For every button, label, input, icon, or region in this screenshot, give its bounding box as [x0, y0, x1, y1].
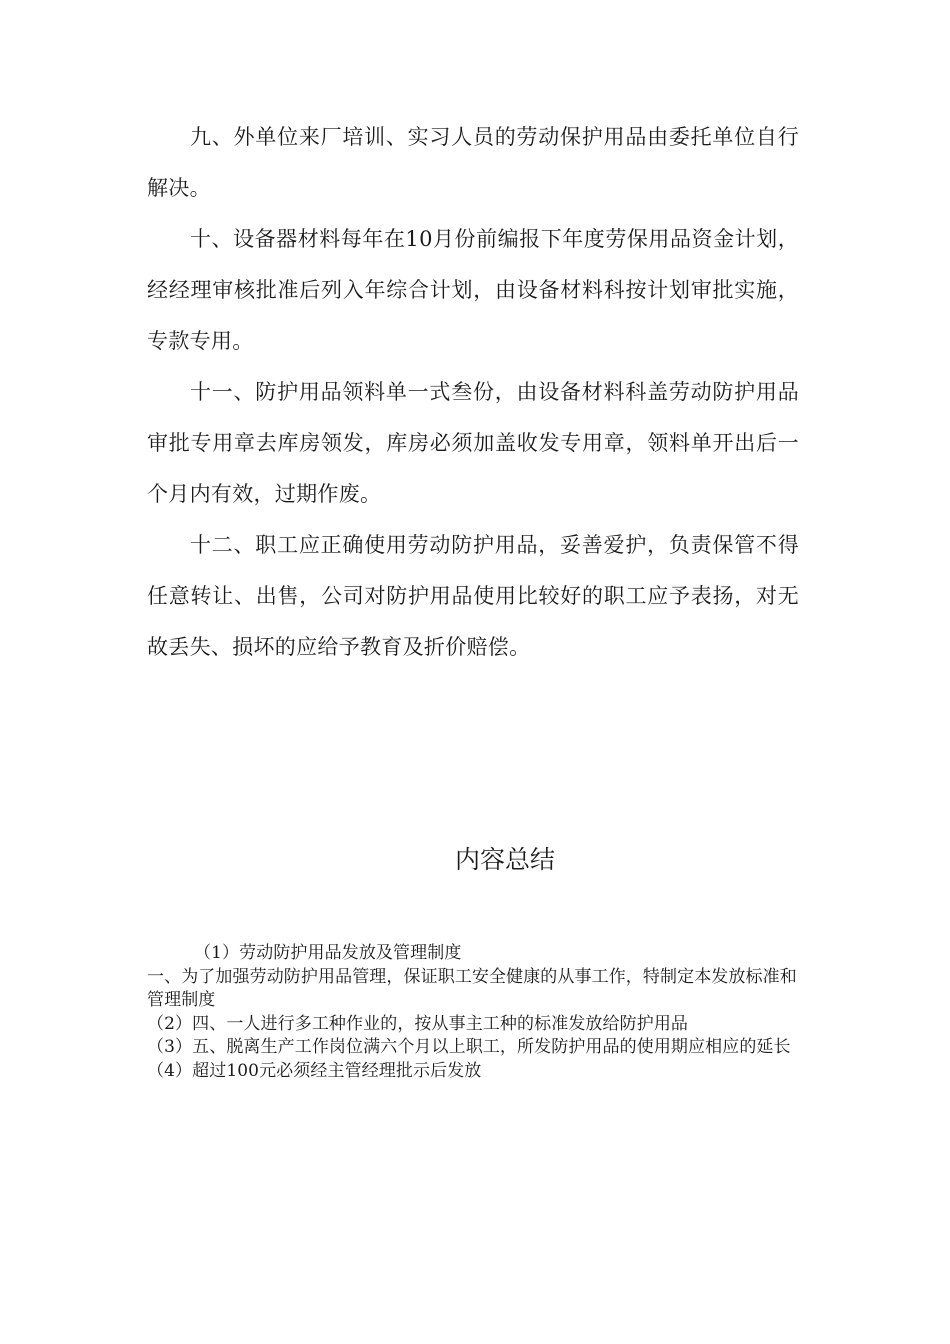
paragraph-11: 十一、防护用品领料单一式叁份，由设备材料科盖劳动防护用品审批专用章去库房领发，库房必须加盖收发专用章，领料单开出后一个月内有效，过期作废。 [147, 380, 799, 506]
summary-line-2: 一、为了加强劳动防护用品管理，保证职工安全健康的从事工作，特制定本发放标准和管理制度 [147, 966, 797, 1010]
paragraph-9: 九、外单位来厂培训、实习人员的劳动保护用品由委托单位自行解决。 [147, 125, 799, 200]
summary-line-4: （3）五、脱离生产工作岗位满六个月以上职工，所发防护用品的使用期应相应的延长 [147, 1037, 791, 1057]
summary-line-1: （1）劳动防护用品发放及管理制度 [194, 943, 462, 963]
paragraph-12: 十二、职工应正确使用劳动防护用品，妥善爱护，负责保管不得任意转让、出售，公司对防护用品使用比较好的职工应予表扬，对无故丢失、损坏的应给予教育及折价赔偿。 [147, 533, 799, 659]
summary-line-5: （4）超过100元必须经主管经理批示后发放 [147, 1060, 482, 1081]
summary-line-3: （2）四、一人进行多工种作业的，按从事主工种的标准发放给防护用品 [147, 1013, 689, 1034]
summary-section [147, 942, 802, 1083]
summary-title: 内容总结 [454, 845, 555, 874]
body-text [147, 112, 799, 673]
paragraph-10: 十、设备器材料每年在10月份前编报下年度劳保用品资金计划，经经理审核批准后列入年综合计划，由设备材料科按计划审批实施，专款专用。 [147, 227, 799, 353]
